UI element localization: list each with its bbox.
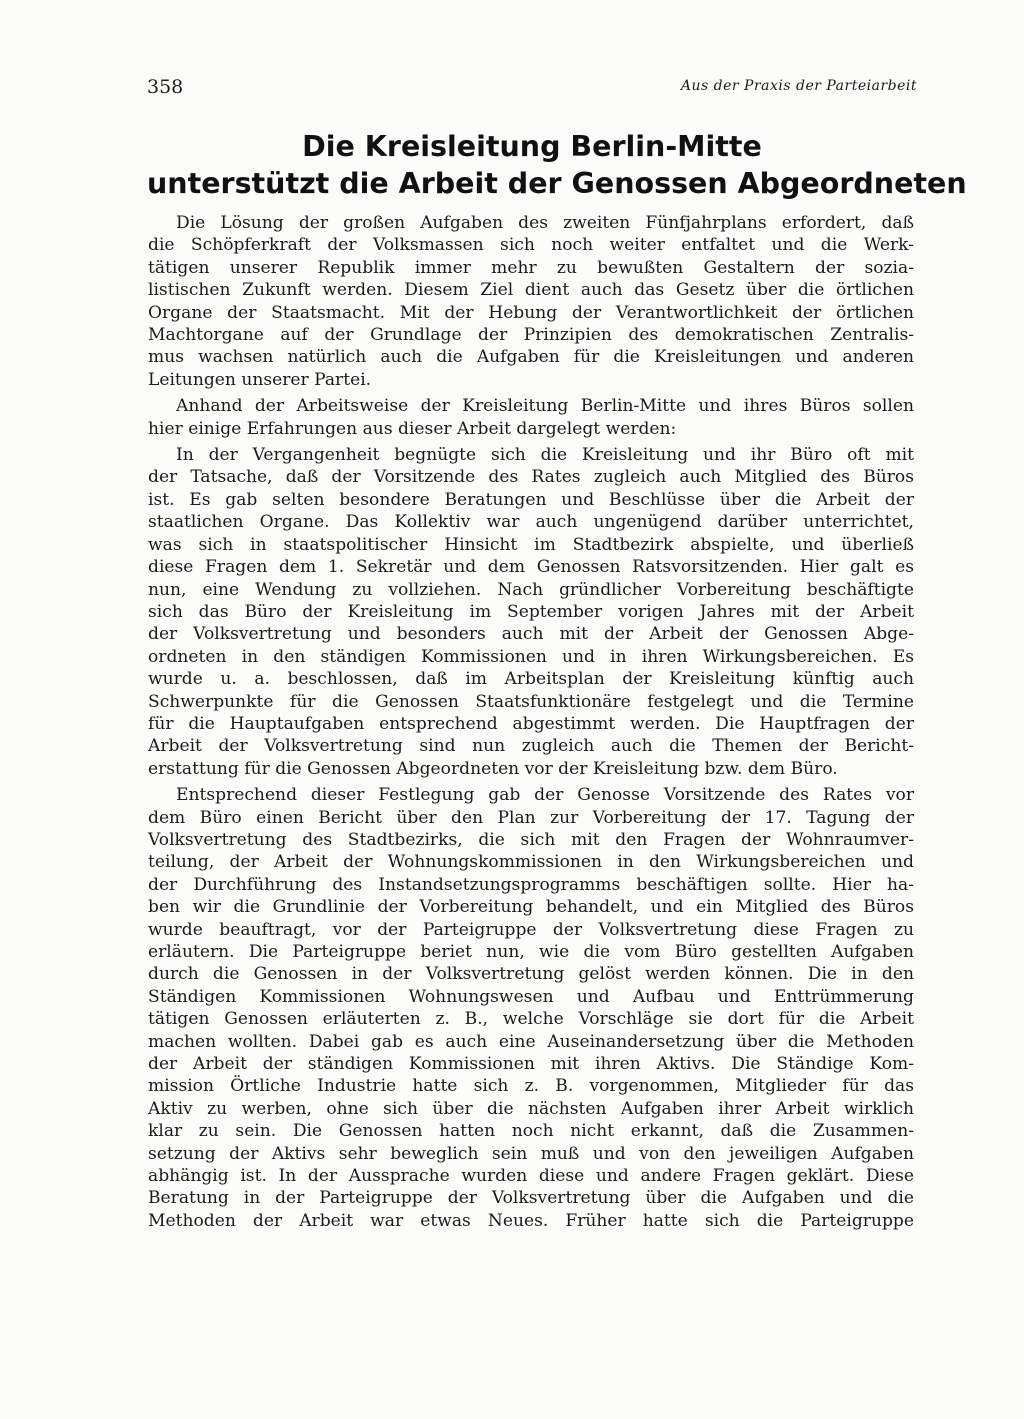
text-line: mission Örtliche Industrie hatte sich z. B. vorgenommen, Mitglieder für das [148,1076,914,1097]
text-line: Aktiv zu werben, ohne sich über die nächsten Aufgaben ihrer Arbeit wirklich [148,1098,914,1119]
text-line: Leitungen unserer Partei. [148,369,372,390]
text-line: Ständigen Kommissionen Wohnungswesen und Aufbau und Enttrümmerung [148,986,914,1007]
text-line: Die Lösung der großen Aufgaben des zweiten Fünfjahrplans erfordert, daß [176,213,914,233]
article-title-line: unterstützt die Arbeit der Genossen Abgeordneten [147,167,967,200]
text-line: staatlichen Organe. Das Kollektiv war auch ungenügend darüber unterrichtet, [148,512,914,533]
text-line: durch die Genossen in der Volksvertretung gelöst werden können. Die in den [148,964,914,985]
text-line: sich das Büro der Kreisleitung im September vorigen Jahres mit der Arbeit [148,601,914,622]
text-line: In der Vergangenheit begnügte sich die Kreisleitung und ihr Büro oft mit [176,445,914,466]
text-line: tätigen Genossen erläuterten z. B., welche Vorschläge sie dort für die Arbeit [148,1009,914,1030]
paragraph [148,212,914,391]
paragraph [148,784,914,1232]
text-line: machen wollten. Dabei gab es auch eine Auseinandersetzung über die Methoden [148,1031,914,1052]
text-line: klar zu sein. Die Genossen hatten noch nicht erkannt, daß die Zusammen- [148,1121,914,1142]
paragraph [148,444,914,780]
text-line: Machtorgane auf der Grundlage der Prinzipien des demokratischen Zentralis- [148,325,914,346]
text-line: ben wir die Grundlinie der Vorbereitung behandelt, und ein Mitglied des Büros [148,897,914,918]
text-line: der Volksvertretung und besonders auch mit der Arbeit der Genossen Abge- [148,624,914,645]
text-line: Volksvertretung des Stadtbezirks, die sich mit den Fragen der Wohnraumver- [148,829,914,850]
text-line: Methoden der Arbeit war etwas Neues. Früher hatte sich die Parteigruppe [148,1210,914,1231]
paragraph [148,395,914,440]
text-line: ordneten in den ständigen Kommissionen und in ihren Wirkungsbereichen. Es [148,646,914,667]
text-line: Schwerpunkte für die Genossen Staatsfunktionäre festgelegt und die Termine [148,691,914,712]
text-line: erläutern. Die Parteigruppe beriet nun, wie die vom Büro gestellten Aufgaben [148,942,914,962]
text-line: Beratung in der Parteigruppe der Volksvertretung über die Aufgaben und die [148,1188,914,1209]
page-number: 358 [147,76,184,98]
text-line: nun, eine Wendung zu vollziehen. Nach gründlicher Vorbereitung beschäftigte [148,579,914,600]
text-line: ist. Es gab selten besondere Beratungen und Beschlüsse über die Arbeit der [148,489,914,510]
text-line: wurde u. a. beschlossen, daß im Arbeitsplan der Kreisleitung künftig auch [148,669,914,690]
page-header [147,76,917,102]
text-line: listischen Zukunft werden. Diesem Ziel dient auch das Gesetz über die örtlichen [148,280,914,301]
text-line: diese Fragen dem 1. Sekretär und dem Genossen Ratsvorsitzenden. Hier galt es [148,557,914,578]
text-line: setzung der Aktivs sehr beweglich sein muß und von den jeweiligen Aufgaben [148,1143,914,1164]
text-line: was sich in staatspolitischer Hinsicht im Stadtbezirk abspielte, und überließ [148,534,914,555]
text-line: dem Büro einen Bericht über den Plan zur Vorbereitung der 17. Tagung der [148,807,914,828]
text-line: der Tatsache, daß der Vorsitzende des Rates zugleich auch Mitglied des Büros [148,467,914,488]
text-line: Entsprechend dieser Festlegung gab der Genosse Vorsitzende des Rates vor [176,785,914,806]
text-line: Arbeit der Volksvertretung sind nun zugleich auch die Themen der Bericht- [148,736,914,757]
text-line: der Durchführung des Instandsetzungsprogramms beschäftigen sollte. Hier ha- [148,874,914,895]
article-title-line: Die Kreisleitung Berlin-Mitte [302,130,762,163]
text-line: tätigen unserer Republik immer mehr zu bewußten Gestaltern der sozia- [148,257,914,278]
running-head: Aus der Praxis der Parteiarbeit [680,78,917,94]
text-line: die Schöpferkraft der Volksmassen sich noch weiter entfaltet und die Werk- [148,235,914,256]
text-line: erstattung für die Genossen Abgeordneten vor der Kreisleitung bzw. dem Büro. [148,758,838,779]
text-line: wurde beauftragt, vor der Parteigruppe der Volksvertretung diese Fragen zu [148,919,914,940]
text-line: mus wachsen natürlich auch die Aufgaben für die Kreisleitungen und anderen [148,347,914,368]
text-line: hier einige Erfahrungen aus dieser Arbeit dargelegt werden: [148,418,677,439]
text-line: abhängig ist. In der Aussprache wurden diese und andere Fragen geklärt. Diese [148,1166,914,1187]
text-line: der Arbeit der ständigen Kommissionen mit ihren Aktivs. Die Ständige Kom- [148,1054,914,1075]
text-line: Anhand der Arbeitsweise der Kreisleitung Berlin-Mitte und ihres Büros sollen [176,396,914,417]
article-title [147,128,967,202]
text-line: für die Hauptaufgaben entsprechend abgestimmt werden. Die Hauptfragen der [148,713,914,734]
article-body [148,212,914,1232]
text-line: Organe der Staatsmacht. Mit der Hebung der Verantwortlichkeit der örtlichen [148,302,914,323]
text-line: teilung, der Arbeit der Wohnungskommissionen in den Wirkungsbereichen und [148,852,914,873]
